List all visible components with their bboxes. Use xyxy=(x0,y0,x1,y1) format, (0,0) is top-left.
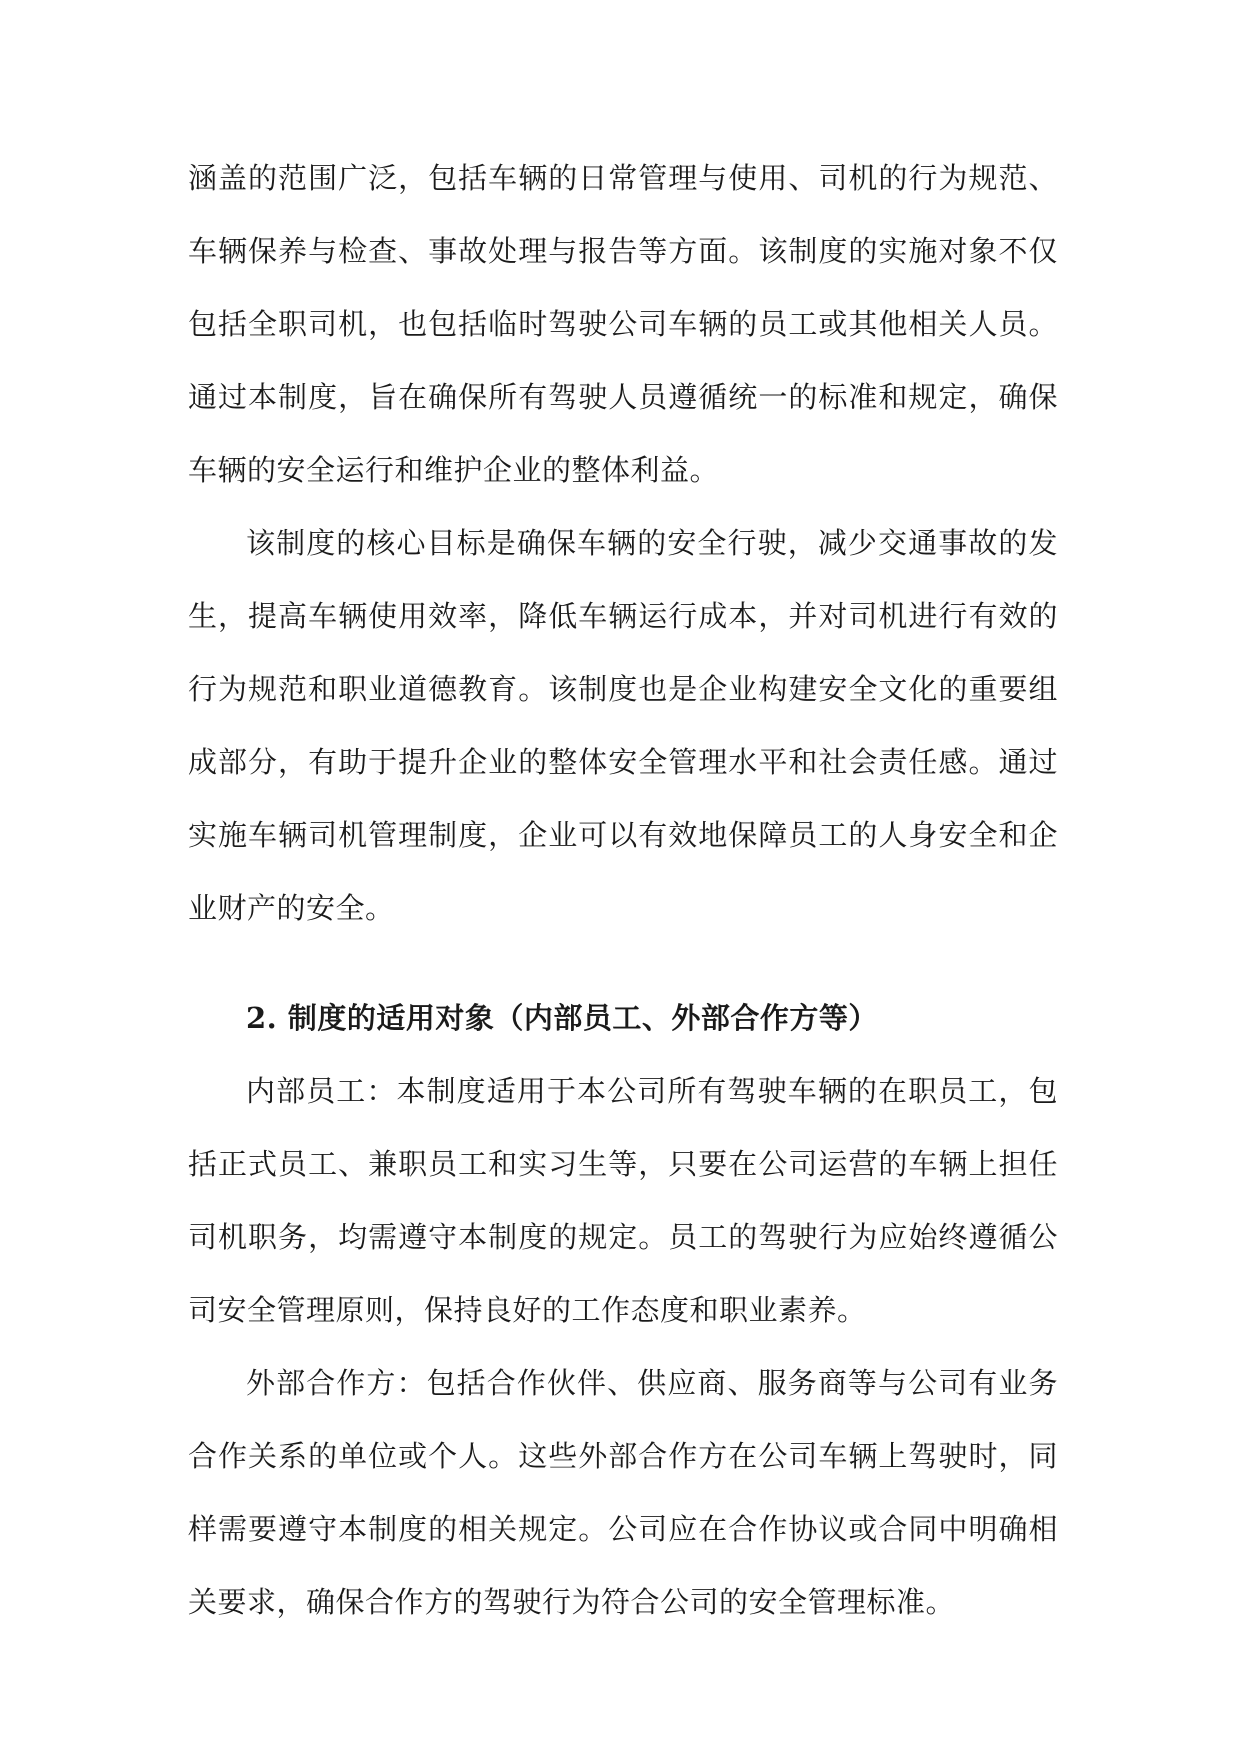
paragraph-internal-staff: 内部员工：本制度适用于本公司所有驾驶车辆的在职员工，包括正式员工、兼职员工和实习生等，只要在公司运营的车辆上担任司机职务，均需遵守本制度的规定。员工的驾驶行为应始终遵循公司安全管理原则，保持良好的工作态度和职业素养。 xyxy=(188,1074,1058,1327)
document-body xyxy=(188,142,1058,1639)
paragraph-external-partners: 外部合作方：包括合作伙伴、供应商、服务商等与公司有业务合作关系的单位或个人。这些外部合作方在公司车辆上驾驶时，同样需要遵守本制度的相关规定。公司应在合作协议或合同中明确相关要求，确保合作方的驾驶行为符合公司的安全管理标准。 xyxy=(188,1366,1058,1619)
paragraph-core-objective: 该制度的核心目标是确保车辆的安全行驶，减少交通事故的发生，提高车辆使用效率，降低车辆运行成本，并对司机进行有效的行为规范和职业道德教育。该制度也是企业构建安全文化的重要组成部分，有助于提升企业的整体安全管理水平和社会责任感。通过实施车辆司机管理制度，企业可以有效地保障员工的人身安全和企业财产的安全。 xyxy=(188,526,1058,925)
section-heading: 2. 制度的适用对象（内部员工、外部合作方等） xyxy=(246,1001,878,1035)
paragraph-scope: 涵盖的范围广泛，包括车辆的日常管理与使用、司机的行为规范、车辆保养与检查、事故处理与报告等方面。该制度的实施对象不仅包括全职司机，也包括临时驾驶公司车辆的员工或其他相关人员。通过本制度，旨在确保所有驾驶人员遵循统一的标准和规定，确保车辆的安全运行和维护企业的整体利益。 xyxy=(188,161,1058,487)
spacer xyxy=(188,945,1058,982)
